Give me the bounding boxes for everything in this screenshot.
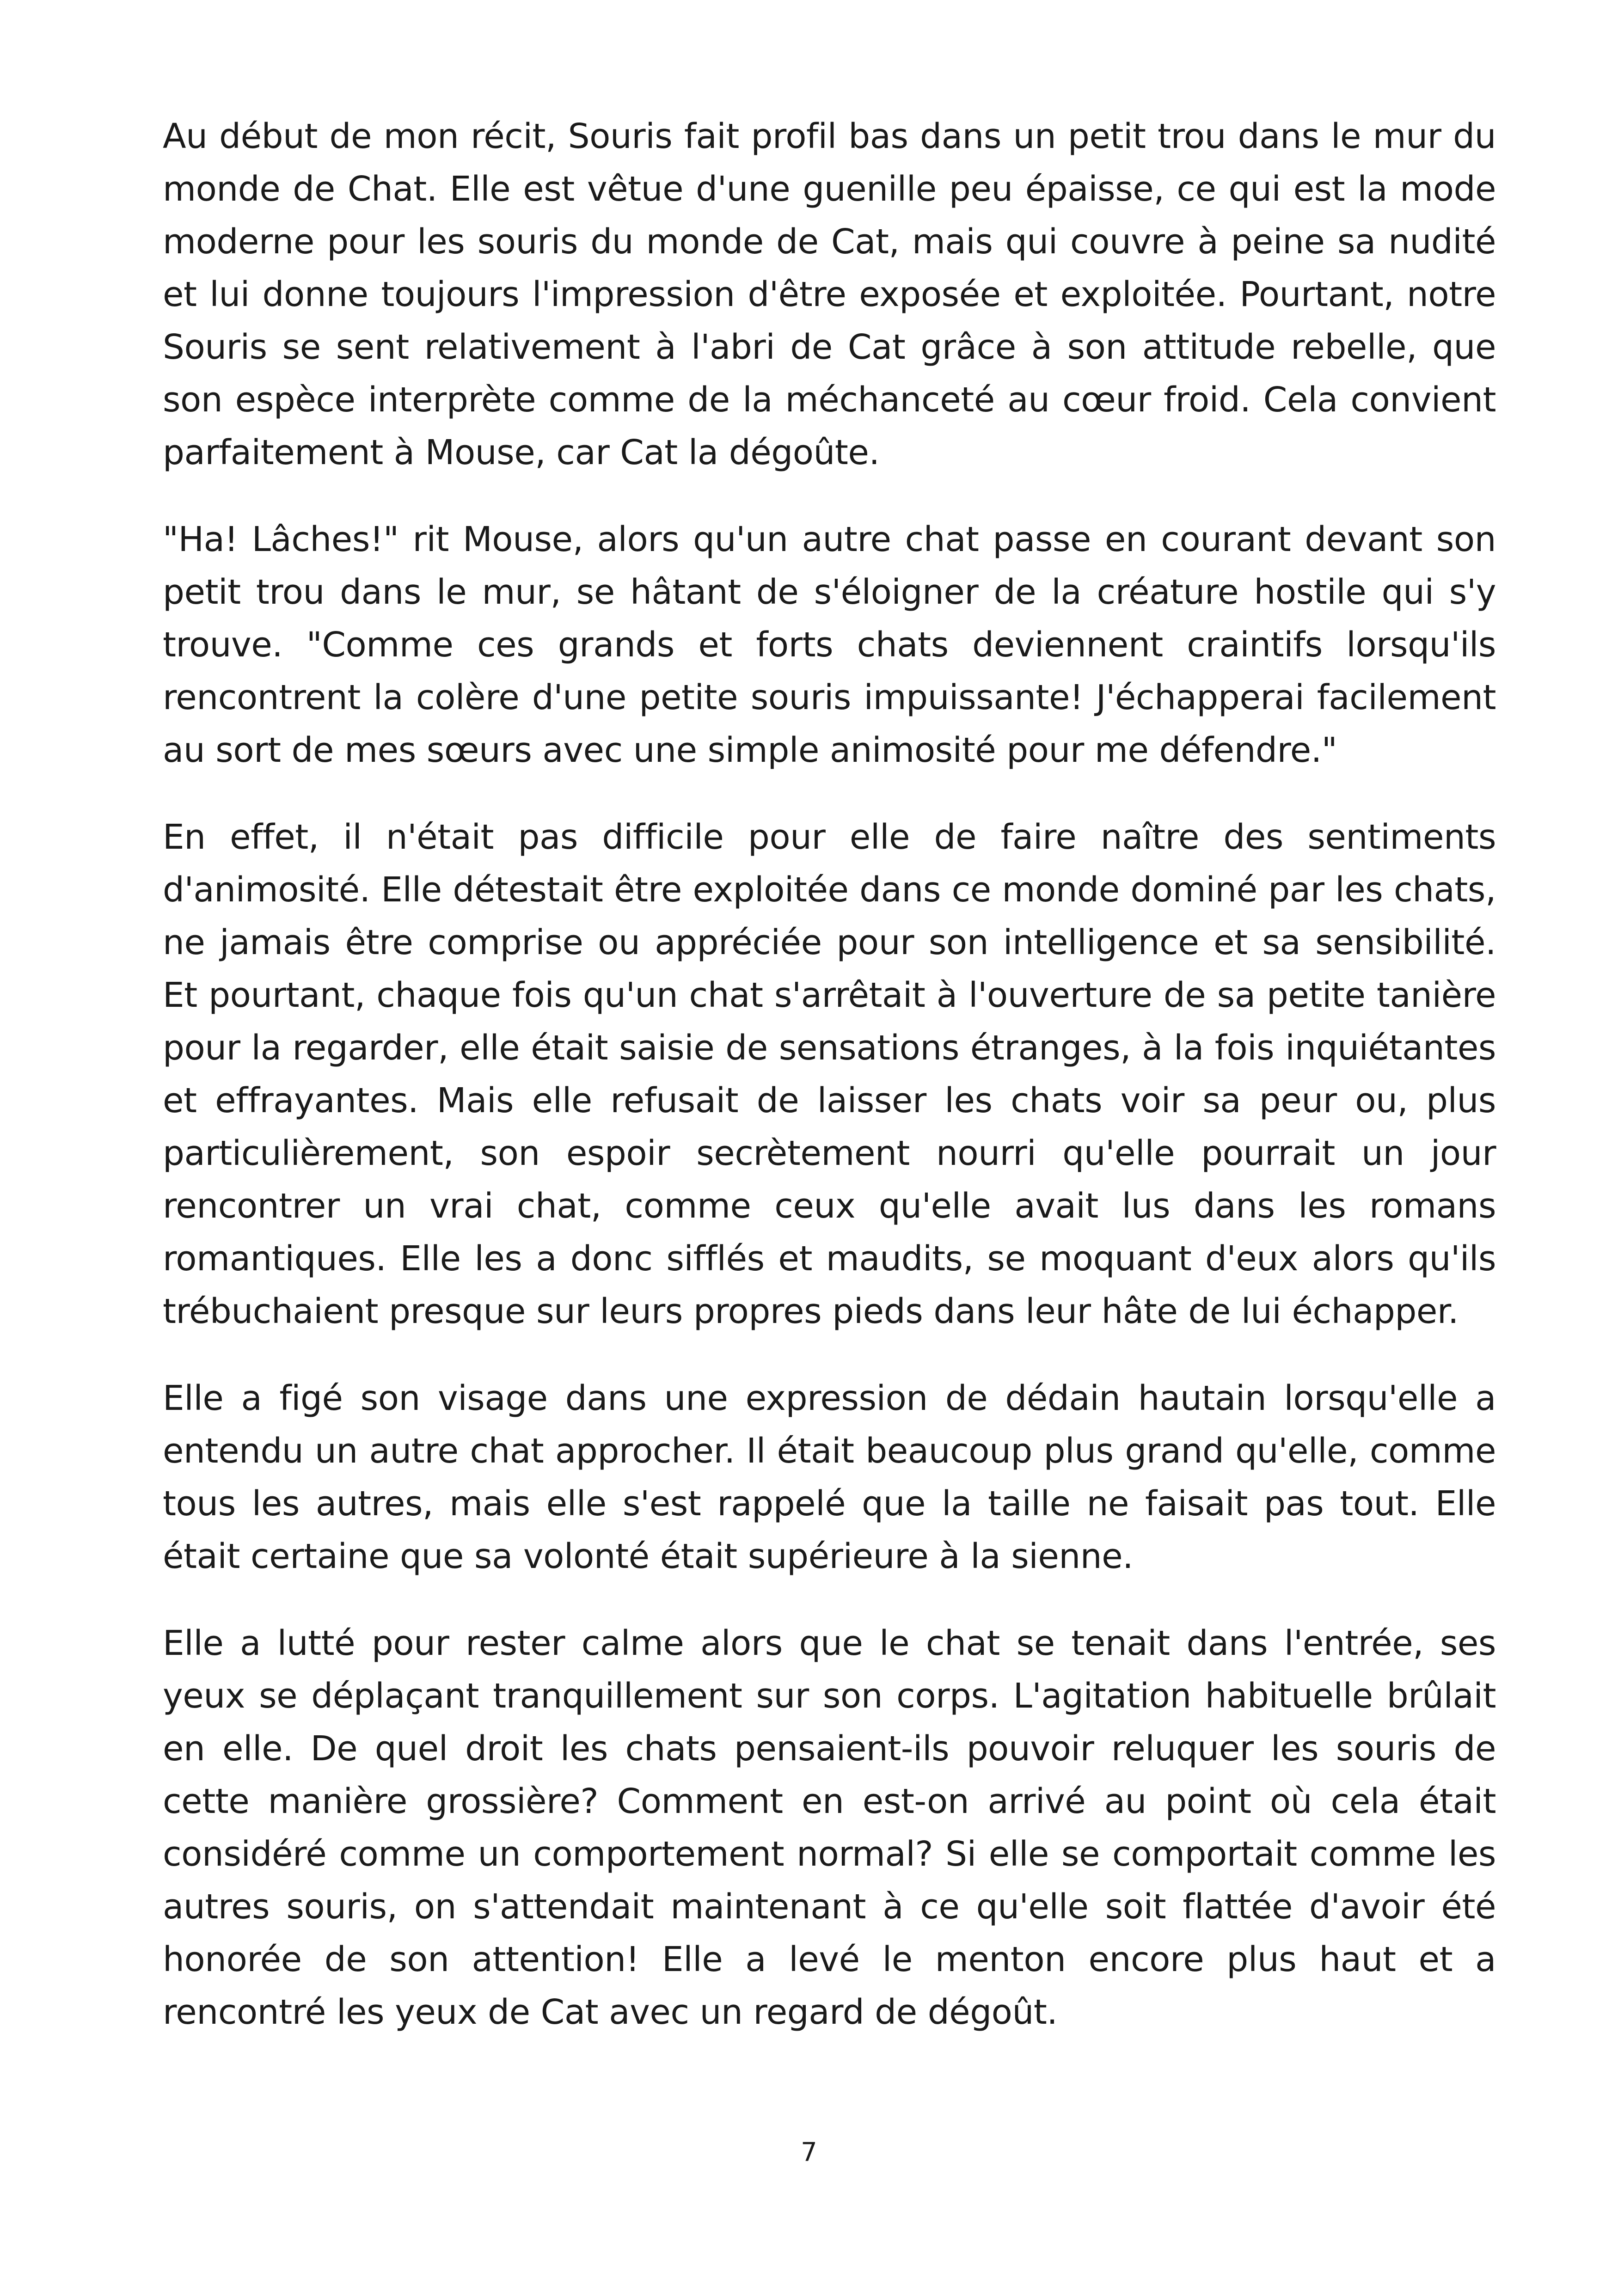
page-number: 7: [801, 2137, 817, 2167]
paragraph-5: Elle a lutté pour rester calme alors que le chat se tenait dans l'entrée, ses yeux se déplaçant tranquillement sur son corps. L'agitation habituelle brûlait en elle. De quel droit les chats pensaient-ils pouvoir reluquer les souris de cette manière grossière? Comment en est-on arrivé au point où cela était considéré comme un comportement normal? Si elle se comportait comme les autres souris, on s'attendait maintenant à ce qu'elle soit flattée d'avoir été honorée de son attention! Elle a levé le menton encore plus haut et a rencontré les yeux de Cat avec un regard de dégoût.: [163, 1623, 1496, 2032]
paragraph-1: Au début de mon récit, Souris fait profil bas dans un petit trou dans le mur du monde de Chat. Elle est vêtue d'une guenille peu épaisse, ce qui est la mode moderne pour les souris du monde de Cat, mais qui couvre à peine sa nudité et lui donne toujours l'impression d'être exposée et exploitée. Pourtant, notre Souris se sent relativement à l'abri de Cat grâce à son attitude rebelle, que son espèce interprète comme de la méchanceté au cœur froid. Cela convient parfaitement à Mouse, car Cat la dégoûte.: [163, 116, 1496, 472]
paragraph-4: Elle a figé son visage dans une expression de dédain hautain lorsqu'elle a entendu un autre chat approcher. Il était beaucoup plus grand qu'elle, comme tous les autres, mais elle s'est rappelé que la taille ne faisait pas tout. Elle était certaine que sa volonté était supérieure à la sienne.: [163, 1378, 1496, 1576]
body-text: [163, 110, 1496, 2073]
paragraph-3: En effet, il n'était pas difficile pour elle de faire naître des sentiments d'animosité. Elle détestait être exploitée dans ce monde dominé par les chats, ne jamais être comprise ou appréciée pour son intelligence et sa sensibilité. Et pourtant, chaque fois qu'un chat s'arrêtait à l'ouverture de sa petite tanière pour la regarder, elle était saisie de sensations étranges, à la fois inquiétantes et effrayantes. Mais elle refusait de laisser les chats voir sa peur ou, plus particulièrement, son espoir secrètement nourri qu'elle pourrait un jour rencontrer un vrai chat, comme ceux qu'elle avait lus dans les romans romantiques. Elle les a donc sifflés et maudits, se moquant d'eux alors qu'ils trébuchaient presque sur leurs propres pieds dans leur hâte de lui échapper.: [163, 817, 1496, 1331]
paragraph-2: "Ha! Lâches!" rit Mouse, alors qu'un autre chat passe en courant devant son petit trou dans le mur, se hâtant de s'éloigner de la créature hostile qui s'y trouve. "Comme ces grands et forts chats deviennent craintifs lorsqu'ils rencontrent la colère d'une petite souris impuissante! J'échapperai facilement au sort de mes sœurs avec une simple animosité pour me défendre.": [163, 520, 1496, 770]
